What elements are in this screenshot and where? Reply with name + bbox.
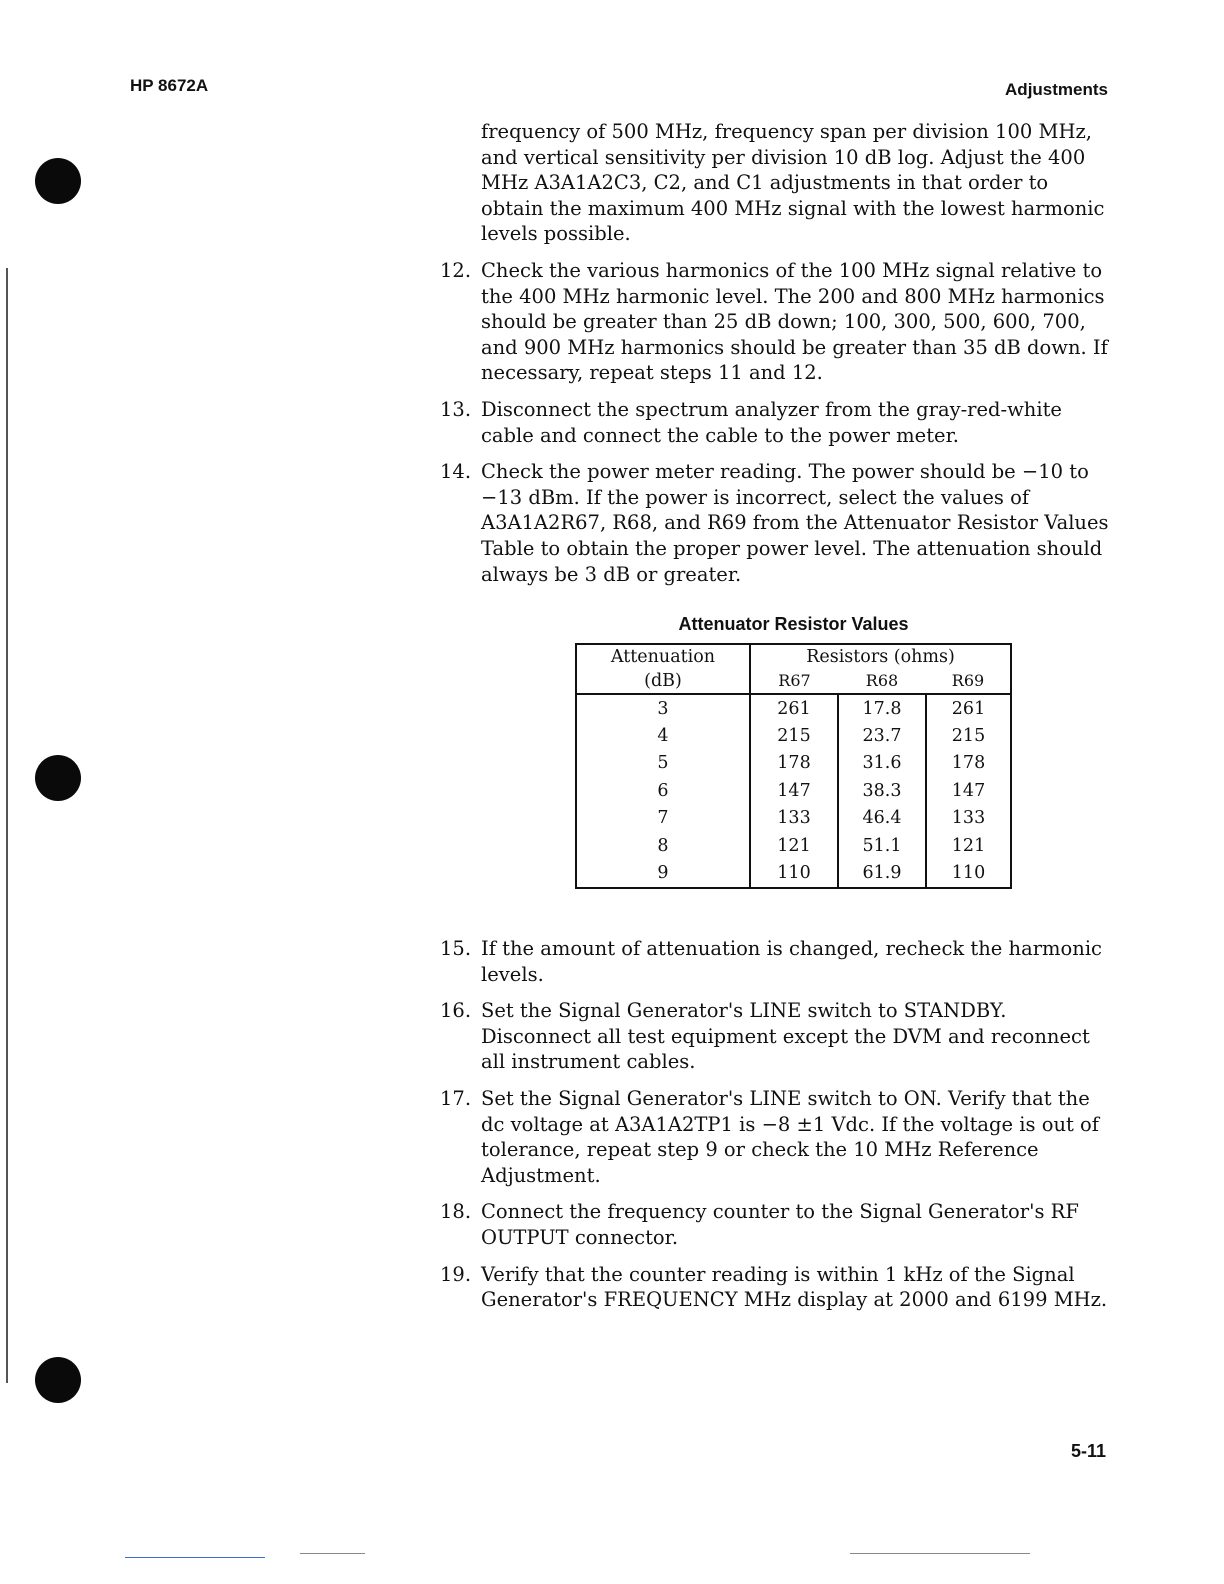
- cell-r69: 121: [951, 835, 986, 856]
- step-number: 14.: [440, 460, 472, 484]
- step-number: 18.: [440, 1200, 472, 1224]
- table-row: [576, 722, 1011, 749]
- cell-attenuation: 5: [576, 750, 750, 777]
- cell-r68: 51.1: [838, 832, 926, 859]
- step-14: [440, 459, 1115, 587]
- step-13: [440, 397, 1115, 448]
- step-number: 15.: [440, 937, 472, 960]
- cell-attenuation: 6: [576, 777, 750, 804]
- step-text: Disconnect the spectrum analyzer from the gray-red-white cable and connect the cable to the power meter.: [481, 397, 1062, 447]
- step-16: [440, 998, 1115, 1075]
- cell-r69: 133: [951, 808, 986, 829]
- step-15: [440, 936, 1115, 987]
- scan-artifact-line: [850, 1553, 1030, 1554]
- scan-edge-line: [6, 268, 8, 1383]
- table-caption: Attenuator Resistor Values: [678, 614, 909, 634]
- step-number: 13.: [440, 397, 472, 421]
- step-17: [440, 1086, 1115, 1188]
- cell-r67: 261: [750, 694, 838, 722]
- cell-r69: 261: [951, 698, 986, 719]
- binder-hole-middle: [35, 755, 81, 801]
- step-text: Set the Signal Generator's LINE switch to ON. Verify that the dc voltage at A3A1A2TP1 is −8 ±1 Vdc. If the voltage is out of tolerance, repeat step 9 or check the 10 MHz Reference Adjustment.: [481, 1086, 1100, 1187]
- table-row: [576, 859, 1011, 887]
- cell-r67: 110: [750, 859, 838, 887]
- cell-r69: 215: [951, 726, 986, 747]
- col-header-r68: R68: [838, 669, 926, 694]
- attenuator-resistor-table: [575, 643, 1012, 889]
- cell-attenuation: 3: [576, 694, 750, 722]
- cell-attenuation: 9: [576, 859, 750, 887]
- step-18: [440, 1199, 1115, 1250]
- body-text-top: [440, 119, 1115, 587]
- cell-r68: 61.9: [838, 859, 926, 887]
- intro-paragraph: frequency of 500 MHz, frequency span per division 100 MHz, and vertical sensitivity per division 10 dB log. Adjust the 400 MHz A3A1A2C3, C2, and C1 adjustments in that order to obtain the maximum 400 MHz signal with the lowest harmonic levels possible.: [481, 120, 1105, 246]
- col-header-attenuation: Attenuation: [576, 644, 750, 669]
- page-number: 5-11: [1070, 1441, 1106, 1461]
- col-header-db: (dB): [576, 669, 750, 694]
- step-19: [440, 1262, 1115, 1313]
- step-number: 17.: [440, 1086, 472, 1110]
- cell-r68: 23.7: [838, 722, 926, 749]
- step-text: If the amount of attenuation is changed, recheck the harmonic levels.: [481, 937, 1102, 986]
- step-text: Verify that the counter reading is within 1 kHz of the Signal Generator's FREQUENCY MHz display at 2000 and 6199 MHz.: [481, 1262, 1108, 1312]
- col-header-resistors: Resistors (ohms): [806, 647, 955, 667]
- binder-hole-top: [35, 158, 81, 204]
- step-text: Connect the frequency counter to the Signal Generator's RF OUTPUT connector.: [481, 1200, 1079, 1249]
- table-row: [576, 750, 1011, 777]
- step-text: Check the power meter reading. The power should be −10 to −13 dBm. If the power is incorrect, select the values of A3A1A2R67, R68, and R69 from the Attenuator Resistor Values Table to obtain the proper power level. The attenuation should always be 3 dB or greater.: [481, 460, 1109, 586]
- cell-attenuation: 8: [576, 832, 750, 859]
- step-text: Check the various harmonics of the 100 MHz signal relative to the 400 MHz harmonic level. The 200 and 800 MHz harmonics should be greater than 25 dB down; 100, 300, 500, 600, 700, and 900 MHz harmonics should be greater than 35 dB down. If necessary, repeat steps 11 and 12.: [481, 258, 1108, 385]
- step-number: 12.: [440, 258, 472, 282]
- table-row: [576, 694, 1011, 722]
- col-header-r67: R67: [750, 669, 838, 694]
- cell-r68: 38.3: [838, 777, 926, 804]
- cell-r67: 178: [750, 750, 838, 777]
- cell-r67: 121: [750, 832, 838, 859]
- cell-r69: 178: [951, 753, 986, 774]
- cell-r68: 17.8: [838, 694, 926, 722]
- header-section: Adjustments: [1005, 80, 1108, 99]
- binder-hole-bottom: [35, 1357, 81, 1403]
- cell-attenuation: 4: [576, 722, 750, 749]
- cell-r67: 215: [750, 722, 838, 749]
- step-number: 19.: [440, 1262, 472, 1286]
- cell-r69: 147: [951, 780, 986, 801]
- step-text: Set the Signal Generator's LINE switch to STANDBY. Disconnect all test equipment except the DVM and reconnect all instrument cables.: [481, 999, 1090, 1074]
- table-row: [576, 805, 1011, 832]
- scan-artifact-line: [125, 1557, 265, 1558]
- table-row: [576, 832, 1011, 859]
- cell-r68: 46.4: [838, 805, 926, 832]
- cell-r67: 133: [750, 805, 838, 832]
- header-model: HP 8672A: [130, 76, 209, 95]
- body-text-bottom: [440, 925, 1115, 1313]
- step-number: 16.: [440, 999, 472, 1023]
- scan-artifact-line: [300, 1553, 365, 1554]
- cell-attenuation: 7: [576, 805, 750, 832]
- cell-r69: 110: [951, 863, 986, 884]
- step-12: [440, 258, 1115, 386]
- cell-r67: 147: [750, 777, 838, 804]
- col-header-r69: R69: [926, 669, 1011, 694]
- cell-r68: 31.6: [838, 750, 926, 777]
- table-row: [576, 777, 1011, 804]
